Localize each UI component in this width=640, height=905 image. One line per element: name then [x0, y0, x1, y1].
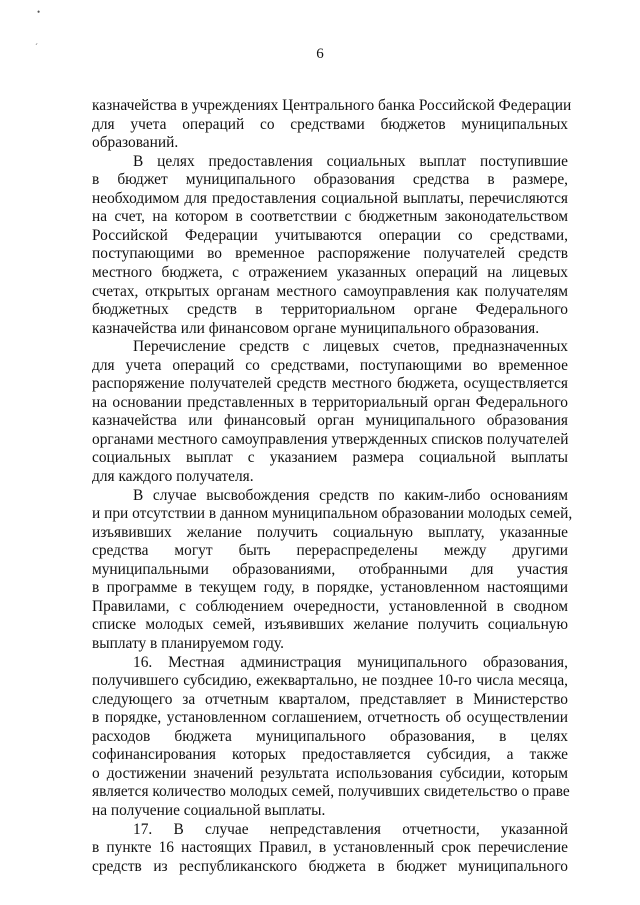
text-line: органами местного самоуправления утвержденных списков получателей: [92, 430, 569, 448]
text-line: для учета операций со средствами, поступающими во временное: [92, 356, 568, 374]
text-line: в пункте 16 настоящих Правил, в установленный срок перечисление: [92, 839, 568, 856]
text-line: поступающими во временное распоряжение получателей средств: [92, 245, 568, 263]
text-line: необходимом для предоставления социальной выплаты, перечисляются: [92, 189, 568, 207]
text-line: 16. Местная администрация муниципального образования,: [133, 653, 568, 671]
text-line: распоряжение получателей средств местного бюджета, осуществляется: [92, 375, 568, 393]
text-line: для каждого получателя.: [92, 468, 254, 485]
text-line: средства могут быть перераспределены между другими: [92, 542, 568, 560]
text-line: софинансирования которых предоставляется субсидия, а также: [92, 746, 568, 764]
text-line: на основании представленных в территориальный орган Федерального: [92, 393, 568, 411]
text-line: в бюджет муниципального образования средства в размере,: [92, 171, 568, 189]
text-line: образований.: [92, 134, 179, 152]
text-line: на получение социальной выплаты.: [92, 801, 326, 819]
text-line: Перечисление средств с лицевых счетов, предназначенных: [133, 338, 568, 356]
text-line: расходов бюджета муниципального образования, в целях: [92, 727, 568, 745]
text-line: выплату в планируемом году.: [92, 635, 284, 652]
text-line: и при отсутствии в данном муниципальном образовании молодых семей,: [92, 505, 573, 523]
text-line: бюджетных средств в территориальном органе Федерального: [92, 301, 568, 319]
text-line: в порядке, установленном соглашением, отчетность об осуществлении: [92, 709, 568, 727]
text-line: счетах, открытых органам местного самоуправления как получателям: [92, 282, 568, 300]
text-line: казначейства в учреждениях Центрального банка Российской Федерации: [92, 97, 572, 114]
text-line: изъявивших желание получить социальную выплату, указанные: [92, 523, 568, 541]
text-line: казначейства или финансовом органе муниципального образования.: [92, 319, 540, 337]
text-line: на счет, на котором в соответствии с бюджетным законодательством: [92, 208, 568, 226]
text-line: является количество молодых семей, получивших свидетельство о праве: [92, 783, 570, 801]
text-line: В случае высвобождения средств по каким-либо основаниям: [133, 486, 568, 504]
text-line: В целях предоставления социальных выплат поступившие: [133, 152, 568, 170]
text-line: для учета операций со средствами бюджетов муниципальных: [92, 115, 568, 133]
text-line: социальных выплат с указанием размера социальной выплаты: [92, 449, 568, 467]
text-line: в программе в текущем году, в порядке, установленном настоящими: [92, 579, 568, 597]
text-line: Правилами, с соблюдением очередности, установленной в сводном: [92, 597, 568, 615]
text-line: следующего за отчетным кварталом, представляет в Министерство: [92, 690, 568, 708]
text-line: о достижении значений результата использования субсидии, которым: [92, 764, 568, 782]
text-line: получившего субсидию, ежеквартально, не позднее 10-го числа месяца,: [92, 672, 568, 690]
text-line: списке молодых семей, изъявивших желание получить социальную: [92, 616, 568, 634]
text-line: Российской Федерации учитываются операции со средствами,: [92, 226, 568, 244]
text-line: муниципальными образованиями, отобранными для участия: [92, 560, 568, 578]
text-line: казначейства или финансовый орган муниципального образования: [92, 412, 568, 430]
text-line: средств из республиканского бюджета в бюджет муниципального: [92, 857, 568, 875]
text-line: местного бюджета, с отражением указанных операций на лицевых: [92, 264, 568, 281]
scan-mark: •: [37, 7, 41, 17]
scan-mark: ´: [35, 42, 38, 52]
page-number: 6: [316, 46, 324, 62]
text-line: 17. В случае непредставления отчетности, указанной: [133, 820, 568, 838]
